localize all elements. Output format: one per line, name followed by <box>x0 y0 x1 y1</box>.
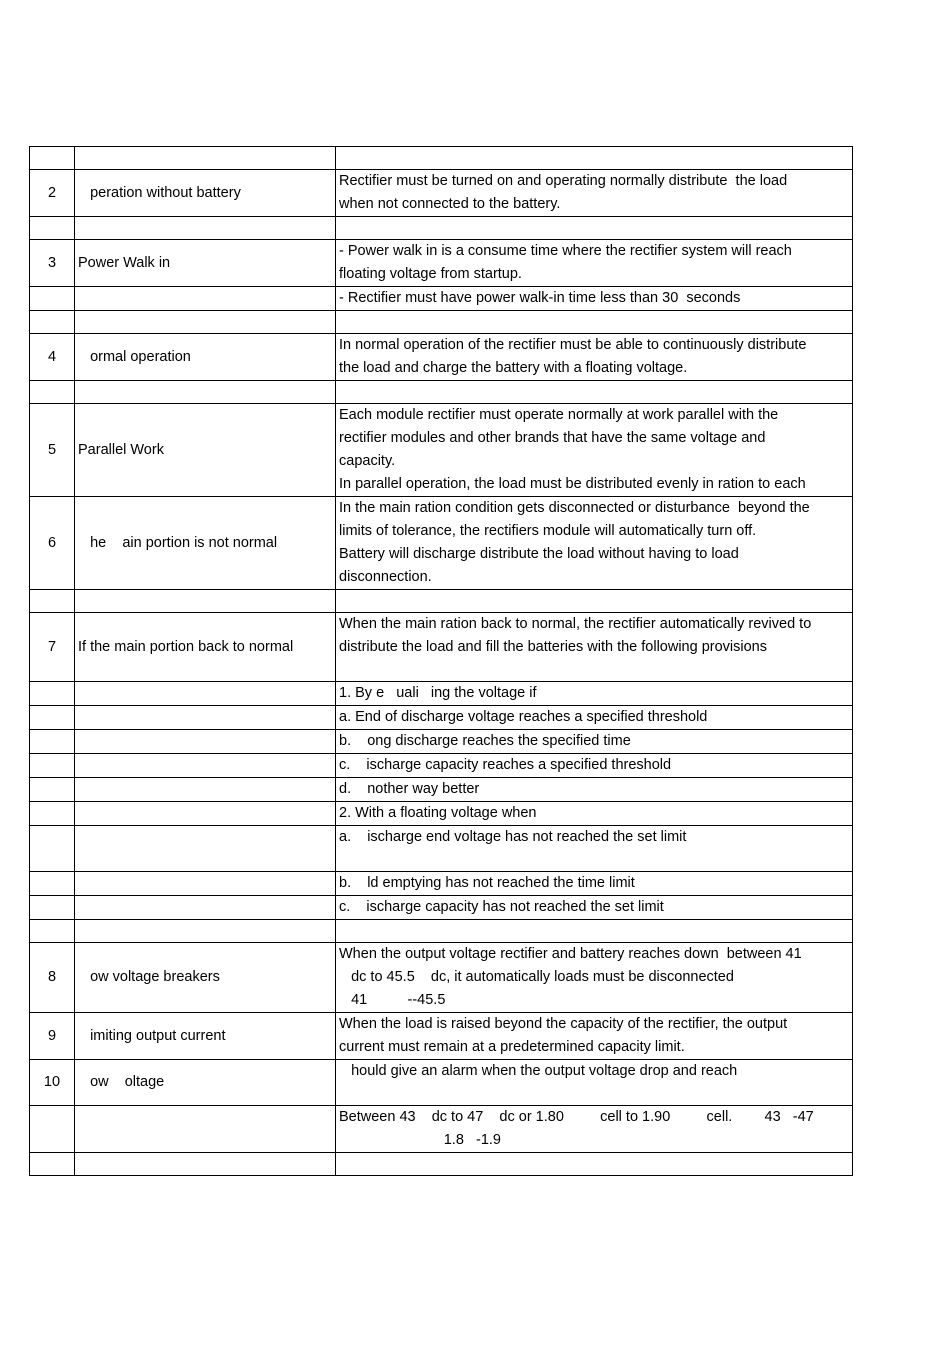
description-cell <box>336 590 853 613</box>
item-number <box>30 287 75 311</box>
feature-cell <box>75 872 336 896</box>
feature-cell <box>75 217 336 240</box>
item-number: 10 <box>30 1060 75 1106</box>
item-number: 5 <box>30 404 75 497</box>
feature-cell <box>75 682 336 706</box>
feature-cell: Parallel Work <box>75 404 336 497</box>
feature-cell <box>75 590 336 613</box>
feature-cell <box>75 826 336 872</box>
description-cell <box>336 404 853 497</box>
item-number: 9 <box>30 1013 75 1060</box>
description-cell <box>336 334 853 381</box>
description-line: 41 --45.5 <box>339 992 446 1008</box>
description-line: when not connected to the battery. <box>339 196 561 212</box>
feature-cell <box>75 1153 336 1176</box>
feature-cell <box>75 1106 336 1153</box>
table-row <box>30 730 853 754</box>
description-cell <box>336 1013 853 1060</box>
description-line: floating voltage from startup. <box>339 266 522 282</box>
table-row <box>30 682 853 706</box>
description-cell <box>336 381 853 404</box>
description-cell <box>336 778 853 802</box>
feature-cell <box>75 147 336 170</box>
table-row <box>30 943 853 1013</box>
description-cell <box>336 217 853 240</box>
item-number <box>30 1153 75 1176</box>
item-number: 6 <box>30 497 75 590</box>
description-line: When the output voltage rectifier and battery reaches down between 41 <box>339 946 802 962</box>
description-cell <box>336 802 853 826</box>
table-row <box>30 590 853 613</box>
table-row <box>30 1013 853 1060</box>
description-cell <box>336 613 853 682</box>
table-row <box>30 217 853 240</box>
description-line: the load and charge the battery with a floating voltage. <box>339 360 688 376</box>
description-line: rectifier modules and other brands that have the same voltage and <box>339 430 766 446</box>
description-line: limits of tolerance, the rectifiers module will automatically turn off. <box>339 523 757 539</box>
description-line: current must remain at a predetermined capacity limit. <box>339 1039 685 1055</box>
item-number <box>30 147 75 170</box>
description-line: Each module rectifier must operate normally at work parallel with the <box>339 407 779 423</box>
table-row <box>30 404 853 497</box>
table-row <box>30 754 853 778</box>
item-number <box>30 920 75 943</box>
item-number <box>30 381 75 404</box>
description-cell <box>336 872 853 896</box>
description-line: 1.8 -1.9 <box>339 1132 501 1148</box>
description-line: hould give an alarm when the output voltage drop and reach <box>339 1063 738 1079</box>
item-number <box>30 826 75 872</box>
description-line: d. nother way better <box>339 781 480 797</box>
description-line: Rectifier must be turned on and operating normally distribute the load <box>339 173 788 189</box>
item-number: 8 <box>30 943 75 1013</box>
feature-cell: Power Walk in <box>75 240 336 287</box>
table-row <box>30 170 853 217</box>
item-number: 4 <box>30 334 75 381</box>
description-line: a. End of discharge voltage reaches a specified threshold <box>339 709 708 725</box>
description-cell <box>336 682 853 706</box>
table-row <box>30 240 853 287</box>
feature-cell: he ain portion is not normal <box>75 497 336 590</box>
description-line: b. ld emptying has not reached the time limit <box>339 875 635 891</box>
description-line: Between 43 dc to 47 dc or 1.80 cell to 1.90 cell. 43 -47 <box>339 1109 814 1125</box>
description-line: b. ong discharge reaches the specified time <box>339 733 631 749</box>
description-line: a. ischarge end voltage has not reached the set limit <box>339 829 687 845</box>
feature-cell: ow voltage breakers <box>75 943 336 1013</box>
table-row <box>30 334 853 381</box>
description-line: capacity. <box>339 453 396 469</box>
item-number <box>30 217 75 240</box>
description-cell <box>336 706 853 730</box>
item-number: 2 <box>30 170 75 217</box>
specification-table <box>29 146 853 1176</box>
feature-cell: ormal operation <box>75 334 336 381</box>
description-line: When the load is raised beyond the capacity of the rectifier, the output <box>339 1016 788 1032</box>
feature-cell: peration without battery <box>75 170 336 217</box>
feature-cell: ow oltage <box>75 1060 336 1106</box>
description-cell <box>336 497 853 590</box>
table-row <box>30 287 853 311</box>
description-line: - Power walk in is a consume time where the rectifier system will reach <box>339 243 792 259</box>
feature-cell <box>75 754 336 778</box>
description-cell <box>336 1106 853 1153</box>
item-number <box>30 730 75 754</box>
description-cell <box>336 754 853 778</box>
description-cell <box>336 826 853 872</box>
description-line: Battery will discharge distribute the load without having to load <box>339 546 739 562</box>
item-number <box>30 590 75 613</box>
description-line: 2. With a floating voltage when <box>339 805 537 821</box>
description-cell <box>336 311 853 334</box>
description-cell <box>336 920 853 943</box>
table-row <box>30 1153 853 1176</box>
item-number <box>30 682 75 706</box>
description-cell <box>336 896 853 920</box>
item-number: 7 <box>30 613 75 682</box>
table-row <box>30 613 853 682</box>
table-row <box>30 147 853 170</box>
description-cell <box>336 943 853 1013</box>
description-line: c. ischarge capacity has not reached the set limit <box>339 899 664 915</box>
table-row <box>30 872 853 896</box>
feature-cell: imiting output current <box>75 1013 336 1060</box>
description-cell <box>336 1060 853 1106</box>
table-row <box>30 778 853 802</box>
description-cell <box>336 170 853 217</box>
item-number <box>30 778 75 802</box>
item-number <box>30 896 75 920</box>
feature-cell <box>75 802 336 826</box>
item-number <box>30 872 75 896</box>
description-cell <box>336 1153 853 1176</box>
table-row <box>30 826 853 872</box>
description-line: - Rectifier must have power walk-in time less than 30 seconds <box>339 290 741 306</box>
description-line: 1. By e uali ing the voltage if <box>339 685 537 701</box>
table-row <box>30 896 853 920</box>
item-number <box>30 802 75 826</box>
feature-cell <box>75 287 336 311</box>
feature-cell <box>75 311 336 334</box>
feature-cell: If the main portion back to normal <box>75 613 336 682</box>
table-row <box>30 1106 853 1153</box>
table-row <box>30 920 853 943</box>
description-line: c. ischarge capacity reaches a specified threshold <box>339 757 672 773</box>
table-row <box>30 381 853 404</box>
description-line: In parallel operation, the load must be distributed evenly in ration to each <box>339 476 806 492</box>
feature-cell <box>75 381 336 404</box>
table-row <box>30 311 853 334</box>
feature-cell <box>75 730 336 754</box>
description-cell <box>336 287 853 311</box>
item-number <box>30 754 75 778</box>
feature-cell <box>75 778 336 802</box>
description-cell <box>336 147 853 170</box>
description-line: When the main ration back to normal, the rectifier automatically revived to <box>339 616 812 632</box>
table-row <box>30 802 853 826</box>
description-line: In the main ration condition gets disconnected or disturbance beyond the <box>339 500 810 516</box>
feature-cell <box>75 896 336 920</box>
description-line: distribute the load and fill the batteries with the following provisions <box>339 639 767 655</box>
item-number <box>30 311 75 334</box>
description-line: dc to 45.5 dc, it automatically loads must be disconnected <box>339 969 734 985</box>
item-number <box>30 1106 75 1153</box>
feature-cell <box>75 920 336 943</box>
item-number: 3 <box>30 240 75 287</box>
feature-cell <box>75 706 336 730</box>
description-line: disconnection. <box>339 569 432 585</box>
table-row <box>30 706 853 730</box>
table-row <box>30 1060 853 1106</box>
description-line: In normal operation of the rectifier must be able to continuously distribute <box>339 337 807 353</box>
description-cell <box>336 240 853 287</box>
table-row <box>30 497 853 590</box>
specification-table-body <box>30 147 853 1176</box>
item-number <box>30 706 75 730</box>
description-cell <box>336 730 853 754</box>
